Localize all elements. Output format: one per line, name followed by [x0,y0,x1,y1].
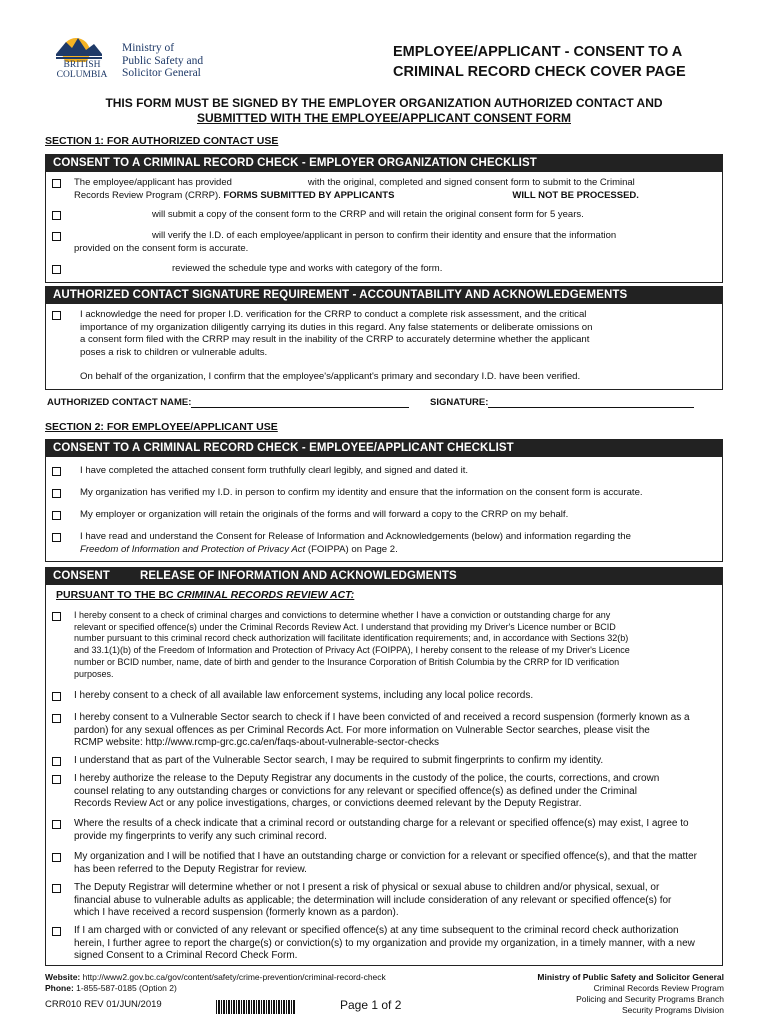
consent-section [45,585,723,966]
checkbox[interactable] [52,692,61,701]
employer-checklist [45,172,723,283]
section1-heading: SECTION 1: FOR AUTHORIZED CONTACT USE [45,135,279,147]
checkbox[interactable] [52,179,61,188]
consent-bar: CONSENT RELEASE OF INFORMATION AND ACKNOWLEDGMENTS [45,567,723,585]
ministry-name: Ministry of Public Safety and Solicitor General [122,42,204,79]
form-instruction: THIS FORM MUST BE SIGNED BY THE EMPLOYER ORGANIZATION AUTHORIZED CONTACT AND SUBMITTED WITH THE EMPLOYEE/APPLICANT CONSENT FORM [105,96,663,125]
checkbox[interactable] [52,533,61,542]
applicant-checklist [45,457,723,562]
bc-wordmark: BRITISH COLUMBIA [56,60,108,80]
employer-checklist-bar: CONSENT TO A CRIMINAL RECORD CHECK - EMPLOYER ORGANIZATION CHECKLIST [45,154,723,172]
id-confirmation: On behalf of the organization, I confirm that the employee's/applicant's primary and secondary I.D. have been verified. [80,371,581,382]
checkbox[interactable] [52,853,61,862]
checkbox[interactable] [52,311,61,320]
pursuant-heading: PURSUANT TO THE BC CRIMINAL RECORDS REVIEW ACT: [56,589,355,601]
consent-item[interactable]: Where the results of a check indicate that a criminal record or outstanding charge for a relevant or specified offence(s) may exist, I agree to provide my fingerprints to verify any such criminal record. [52,818,714,843]
consent-item[interactable]: If I am charged with or convicted of any relevant or specified offence(s) at any time subsequent to the criminal record check authorization herein, I further agree to report the charge(s) or conviction(s) to my organization and provide my organization, in a timely manner, with a new signed Consent to a Criminal Record Check Form. [52,925,714,963]
checkbox[interactable] [52,714,61,723]
applicant-checklist-bar: CONSENT TO A CRIMINAL RECORD CHECK - EMPLOYEE/APPLICANT CHECKLIST [45,439,723,457]
checklist-item[interactable]: My organization has verified my I.D. in person to confirm my identity and ensure that the information on the consent form is accurate. [52,487,714,500]
consent-item[interactable]: I hereby consent to a Vulnerable Sector search to check if I have been convicted of and received a record suspension (formerly known as a pardon) for any sexual offences as per Criminal Records Act. For more information on Vulnerable Sector searches, please visit the RCMP website: http://www.rcmp-grc.gc.ca/en/faqs-about-vulnerable-sector-checks [52,712,714,750]
signature-field[interactable]: SIGNATURE: [430,397,694,408]
section2-heading: SECTION 2: FOR EMPLOYEE/APPLICANT USE [45,421,278,433]
signature-requirement-bar: AUTHORIZED CONTACT SIGNATURE REQUIREMENT - ACCOUNTABILITY AND ACKNOWLEDGEMENTS [45,286,723,304]
consent-item[interactable]: I hereby consent to a check of all available law enforcement systems, including any local police records. [52,690,714,703]
checkbox[interactable] [52,927,61,936]
checklist-item[interactable]: The employee/applicant has provided with the original, completed and signed consent form to submit to the Criminal Records Review Program (CRRP). FORMS SUBMITTED BY APPLICANTS WILL NOT BE PROCESSED. [52,177,714,202]
checkbox[interactable] [52,775,61,784]
checkbox[interactable] [52,265,61,274]
barcode [216,1000,296,1014]
footer-ministry: Ministry of Public Safety and Solicitor General Criminal Records Review Program Policing and Security Programs Branch Security Programs Division [537,972,724,1015]
website-link[interactable]: http://www2.gov.bc.ca/gov/content/safety/crime-prevention/criminal-record-check [80,972,386,982]
footer-contact: Website: http://www2.gov.bc.ca/gov/content/safety/crime-prevention/criminal-record-check Phone: 1-855-587-0185 (Option 2) CRR010 REV 01/JUN/2019 [45,972,386,1010]
checkbox[interactable] [52,612,61,621]
checkbox[interactable] [52,511,61,520]
checklist-item[interactable]: will submit a copy of the consent form to the CRRP and will retain the original consent form for 5 years. [52,209,714,222]
checklist-item[interactable]: I have read and understand the Consent for Release of Information and Acknowledgements (below) and information regarding the Freedom of Information and Protection of Privacy Act (FOIPPA) on Page 2. [52,531,714,556]
consent-item[interactable]: My organization and I will be notified that I have an outstanding charge or conviction for a relevant or specified offence(s), and that the matter has been referred to the Deputy Registrar for review. [52,851,714,876]
checklist-item[interactable]: will verify the I.D. of each employee/applicant in person to confirm their identity and ensure that the information provided on the consent form is accurate. [52,230,714,255]
form-id: CRR010 REV 01/JUN/2019 [45,999,162,1010]
checkbox[interactable] [52,820,61,829]
bc-sun-logo-icon [50,28,112,62]
checklist-item[interactable]: My employer or organization will retain the originals of the forms and will forward a copy to the CRRP on my behalf. [52,509,714,522]
consent-item[interactable]: I understand that as part of the Vulnerable Sector search, I may be required to submit fingerprints to confirm my identity. [52,755,714,768]
checkbox[interactable] [52,489,61,498]
checkbox[interactable] [52,467,61,476]
signature-requirement [45,304,723,390]
authorized-contact-name[interactable]: AUTHORIZED CONTACT NAME: [47,397,409,408]
checkbox[interactable] [52,757,61,766]
checklist-item[interactable]: I have completed the attached consent form truthfully clearl legibly, and signed and dated it. [52,465,714,478]
checkbox[interactable] [52,884,61,893]
page-title: EMPLOYEE/APPLICANT - CONSENT TO A CRIMINAL RECORD CHECK COVER PAGE [393,44,686,80]
page-number: Page 1 of 2 [340,998,402,1012]
acknowledgement-item[interactable]: I acknowledge the need for proper I.D. verification for the CRRP to conduct a complete risk assessment, and the critical importance of my organization diligently carrying its duties in this regard. Any false statements or deliberate omissions on a consent form filed with the CRRP may result in the inability of the CRRP to accurately determine whether the applicant poses a risk to children or vulnerable adults. [52,309,714,359]
consent-item[interactable]: I hereby authorize the release to the Deputy Registrar any documents in the custody of the police, the courts, corrections, and crown counsel relating to any outstanding charges or convictions for any relevant or specified offence(s) as defined under the Criminal Records Review Act or any police investigations, charges, or convictions deemed relevant by the Deputy Registrar. [52,773,714,811]
checklist-item[interactable]: reviewed the schedule type and works with category of the form. [52,263,714,276]
checkbox[interactable] [52,211,61,220]
checkbox[interactable] [52,232,61,241]
consent-item[interactable]: I hereby consent to a check of criminal charges and convictions to determine whether I have a conviction or outstanding charge for any relevant or specified offence(s) under the Criminal Records Review Act. I understand that providing my Driver's Licence number or BCID number pursuant to this criminal record check authorization will facilitate identification requirements; and, in accordance with Sections 32(b) and 33.1(1)(b) of the Freedom of Information and Protection of Privacy Act (FOIPPA), I hereby consent to the release of my Driver's Licence number or BCID number, name, date of birth and gender to the Insurance Corporation of British Columbia by the CRRP for ID verification purposes. [52,610,714,680]
consent-item[interactable]: The Deputy Registrar will determine whether or not I present a risk of physical or sexual abuse to children and/or physical, sexual, or financial abuse to vulnerable adults as applicable; the determination will include consideration of any relevant or specified offence(s) for which I have received a record suspension (formerly known as a pardon). [52,882,714,920]
